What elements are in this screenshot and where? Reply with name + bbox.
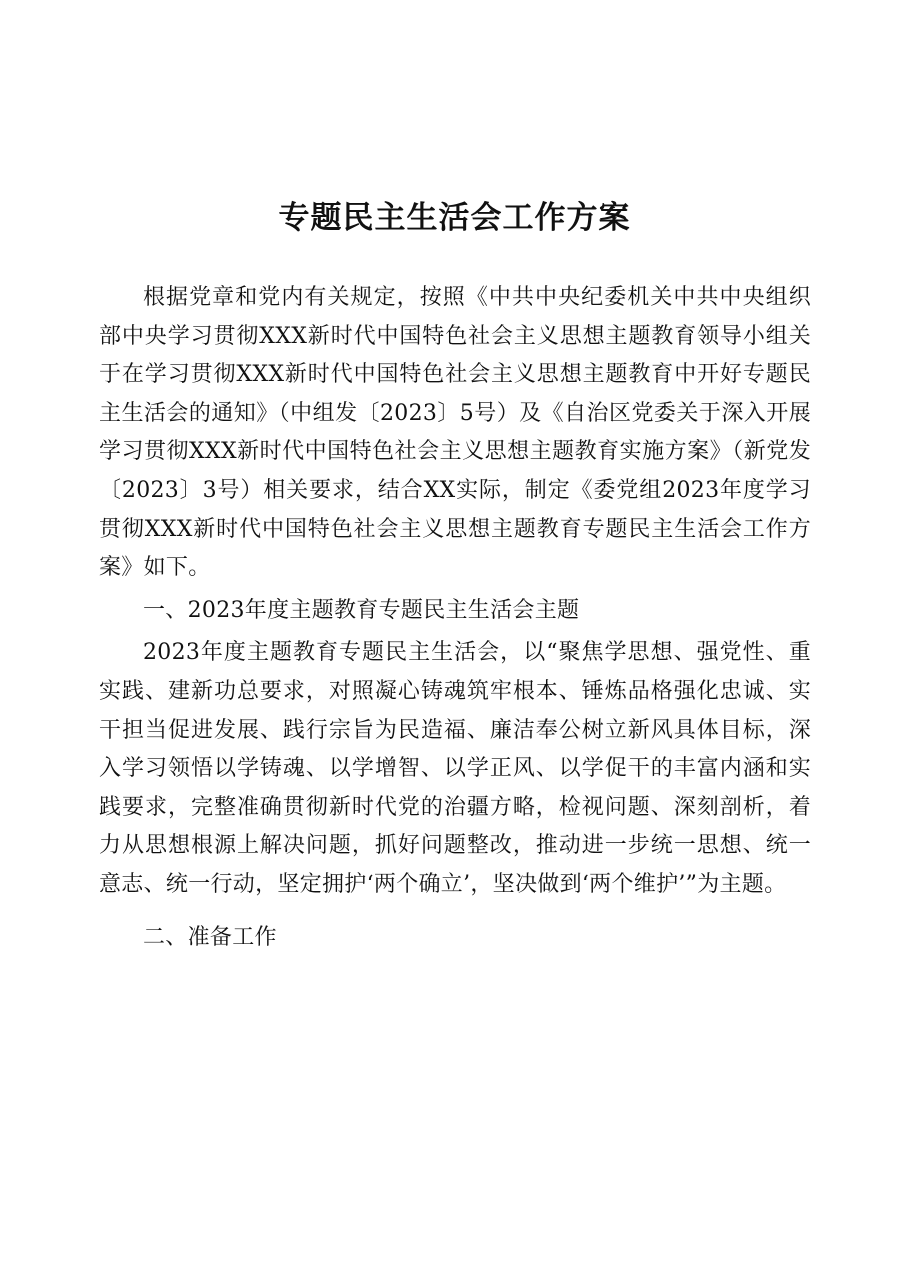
intro-paragraph: 根据党章和党内有关规定，按照《中共中央纪委机关中共中央组织部中央学习贯彻XXX新时代中国特色社会主义思想主题教育领导小组关于在学习贯彻XXX新时代中国特色社会主义思想主题教育中开好专题民主生活会的通知》（中组发〔2023〕5号）及《自治区党委关于深入开展学习贯彻XXX新时代中国特色社会主义思想主题教育实施方案》（新党发〔2023〕3号）相关要求，结合XX实际，制定《委党组2023年度学习贯彻XXX新时代中国特色社会主义思想主题教育专题民主生活会工作方案》如下。 (99, 285, 811, 581)
document-title: 专题民主生活会工作方案 (278, 200, 631, 236)
document-body (99, 279, 811, 957)
section-heading-preparation: 二、准备工作 (143, 924, 277, 950)
section-heading-theme: 一、2023年度主题教育专题民主生活会主题 (143, 597, 580, 623)
theme-paragraph: 2023年度主题教育专题民主生活会，以“聚焦学思想、强党性、重实践、建新功总要求，对照凝心铸魂筑牢根本、锤炼品格强化忠诚、实干担当促进发展、践行宗旨为民造福、廉洁奉公树立新风具体目标，深入学习领悟以学铸魂、以学增智、以学正风、以学促干的丰富内涵和实践要求，完整准确贯彻新时代党的治疆方略，检视问题、深刻剖析，着力从思想根源上解决问题，抓好问题整改，推动进一步统一思想、统一意志、统一行动，坚定拥护‘两个确立’，坚决做到‘两个维护’”为主题。 (99, 640, 811, 897)
